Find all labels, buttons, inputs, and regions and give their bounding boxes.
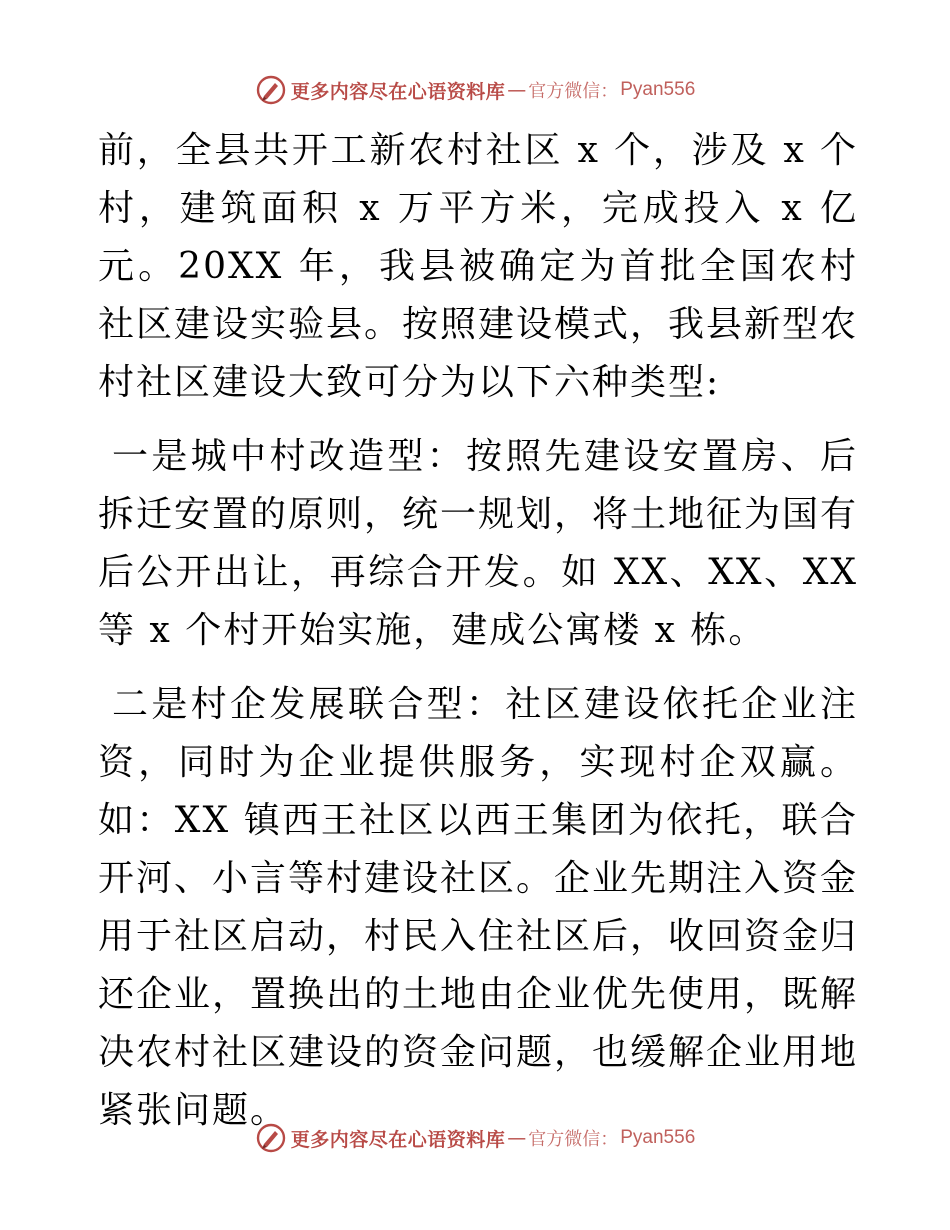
- pen-logo-icon: [255, 74, 287, 106]
- watermark-main-text: 更多内容尽在心语资料库: [290, 80, 506, 103]
- watermark-sub-text: 官方微信：: [528, 81, 619, 102]
- paragraph-type-two: 二是村企发展联合型：社区建设依托企业注资，同时为企业提供服务，实现村企双赢。如：XX 镇西王社区以西王集团为依托，联合开河、小言等村建设社区。企业先期注入资金用于社区启动，村民入住社区后，收回资金归还企业，置换出的土地由企业优先使用，既解决农村社区建设的资金问题，也缓解企业用地紧张问题。: [98, 684, 859, 1131]
- watermark-main-text: 更多内容尽在心语资料库: [290, 1128, 506, 1151]
- watermark-header: [0, 70, 950, 110]
- watermark-footer: [0, 1118, 950, 1158]
- paragraph-intro: 前，全县共开工新农村社区 x 个，涉及 x 个村，建筑面积 x 万平方米，完成投入 x 亿元。20XX 年，我县被确定为首批全国农村社区建设实验县。按照建设模式，我县新型农村社区建设大致可分为以下六种类型:: [98, 130, 859, 403]
- paragraph-type-one: 一是城中村改造型：按照先建设安置房、后拆迁安置的原则，统一规划，将土地征为国有后公开出让，再综合开发。如 XX、XX、XX 等 x 个村开始实施，建成公寓楼 x 栋。: [98, 436, 859, 651]
- watermark-sub-text: 官方微信：: [528, 1129, 619, 1150]
- watermark-separator: —: [507, 1127, 527, 1149]
- document-body: [98, 122, 858, 1140]
- watermark-separator: —: [507, 79, 527, 101]
- watermark-code: Pyan556: [620, 1127, 696, 1148]
- watermark-code: Pyan556: [620, 79, 696, 100]
- pen-logo-icon: [255, 1122, 287, 1154]
